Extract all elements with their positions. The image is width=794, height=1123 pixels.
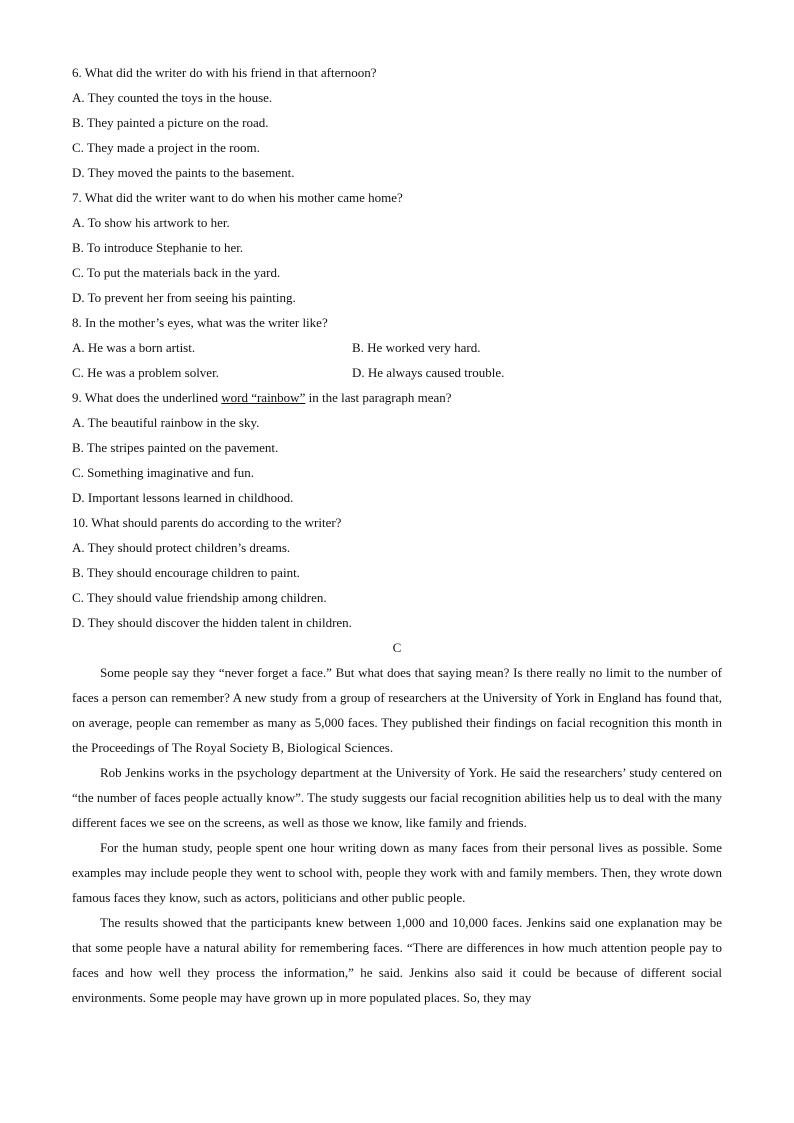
question-8-stem: 8. In the mother’s eyes, what was the writer like? xyxy=(72,315,328,330)
question-7-option-a: A. To show his artwork to her. xyxy=(72,215,230,230)
question-10-option-c: C. They should value friendship among children. xyxy=(72,590,327,605)
question-10-option-b: B. They should encourage children to paint. xyxy=(72,565,300,580)
passage-paragraph-1: Some people say they “never forget a face.” But what does that saying mean? Is there really no limit to the number of faces a person can remember? A new study from a group of researchers at the University of York in England has found that, on average, people can remember as many as 5,000 faces. They published their findings on facial recognition this month in the Proceedings of The Royal Society B, Biological Sciences. xyxy=(72,665,722,755)
question-9-stem-underlined: word “rainbow” xyxy=(221,390,306,405)
question-7-option-b: B. To introduce Stephanie to her. xyxy=(72,240,244,255)
question-8-option-a: A. He was a born artist. xyxy=(72,340,196,355)
passage-paragraph-3: For the human study, people spent one hour writing down as many faces from their personal lives as possible. Some examples may include people they went to school with, people they work with and family members. Then, they wrote down famous faces they know, such as actors, politicians and other public people. xyxy=(72,840,722,905)
exam-page xyxy=(72,60,722,1010)
section-c-heading: C xyxy=(392,640,402,655)
question-7-option-c: C. To put the materials back in the yard. xyxy=(72,265,281,280)
question-8-options-row-1 xyxy=(72,335,722,360)
question-8-option-b: B. He worked very hard. xyxy=(352,340,481,355)
question-8-option-d: D. He always caused trouble. xyxy=(352,365,505,380)
question-9-option-d: D. Important lessons learned in childhood. xyxy=(72,490,294,505)
question-9-stem-post: in the last paragraph mean? xyxy=(305,390,452,405)
passage-paragraph-2: Rob Jenkins works in the psychology department at the University of York. He said the researchers’ study centered on “the number of faces people actually know”. The study suggests our facial recognition abilities help us to deal with the many different faces we see on the screens, as well as those we know, like family and friends. xyxy=(72,765,722,830)
question-7-stem: 7. What did the writer want to do when his mother came home? xyxy=(72,190,403,205)
question-6-option-b: B. They painted a picture on the road. xyxy=(72,115,269,130)
passage-paragraph-4: The results showed that the participants knew between 1,000 and 10,000 faces. Jenkins said one explanation may be that some people have a natural ability for remembering faces. “There are differences in how much attention people pay to faces and how well they process the information,” he said. Jenkins also said it could be because of different social environments. Some people may have grown up in more populated places. So, they may xyxy=(72,915,722,1005)
question-8-options-row-2 xyxy=(72,360,722,385)
question-10-option-d: D. They should discover the hidden talent in children. xyxy=(72,615,352,630)
question-6-option-a: A. They counted the toys in the house. xyxy=(72,90,273,105)
question-6-option-c: C. They made a project in the room. xyxy=(72,140,260,155)
question-6-stem: 6. What did the writer do with his friend in that afternoon? xyxy=(72,65,377,80)
question-9-stem xyxy=(72,385,722,410)
question-10-stem: 10. What should parents do according to the writer? xyxy=(72,515,342,530)
question-10-option-a: A. They should protect children’s dreams. xyxy=(72,540,291,555)
question-9-option-c: C. Something imaginative and fun. xyxy=(72,465,254,480)
question-9-option-b: B. The stripes painted on the pavement. xyxy=(72,440,279,455)
question-7-option-d: D. To prevent her from seeing his painting. xyxy=(72,290,296,305)
question-9-option-a: A. The beautiful rainbow in the sky. xyxy=(72,415,260,430)
question-9-stem-pre: 9. What does the underlined xyxy=(72,390,222,405)
question-8-option-c: C. He was a problem solver. xyxy=(72,365,219,380)
question-6-option-d: D. They moved the paints to the basement. xyxy=(72,165,295,180)
